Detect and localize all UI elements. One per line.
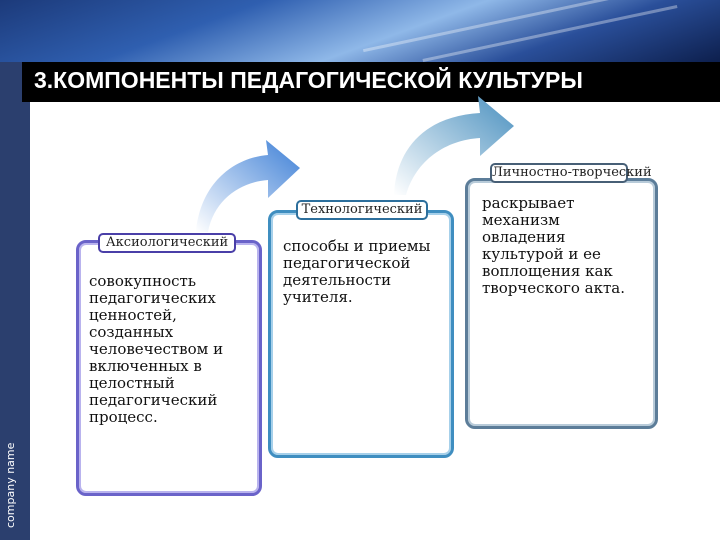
personal-creative-tag: Личностно-творческий [490, 163, 628, 183]
axiological-component-box [76, 240, 262, 496]
personal-creative-description: раскрывает механизм овладения культурой и ее воплощения как творческого акта. [482, 194, 625, 297]
technological-tag: Технологический [296, 200, 428, 220]
personal-creative-component-box [465, 178, 658, 429]
company-name-label: company name [4, 442, 17, 528]
axiological-tag: Аксиологический [98, 233, 236, 253]
axiological-description: совокупность педагогических ценностей, созданных человечеством и включенных в целостный педагогический процесс. [89, 272, 224, 426]
slide-title: 3.КОМПОНЕНТЫ ПЕДАГОГИЧЕСКОЙ КУЛЬТУРЫ [34, 67, 583, 93]
technological-description: способы и приемы педагогической деятельности учителя. [283, 237, 431, 306]
technological-component-box [268, 210, 454, 458]
